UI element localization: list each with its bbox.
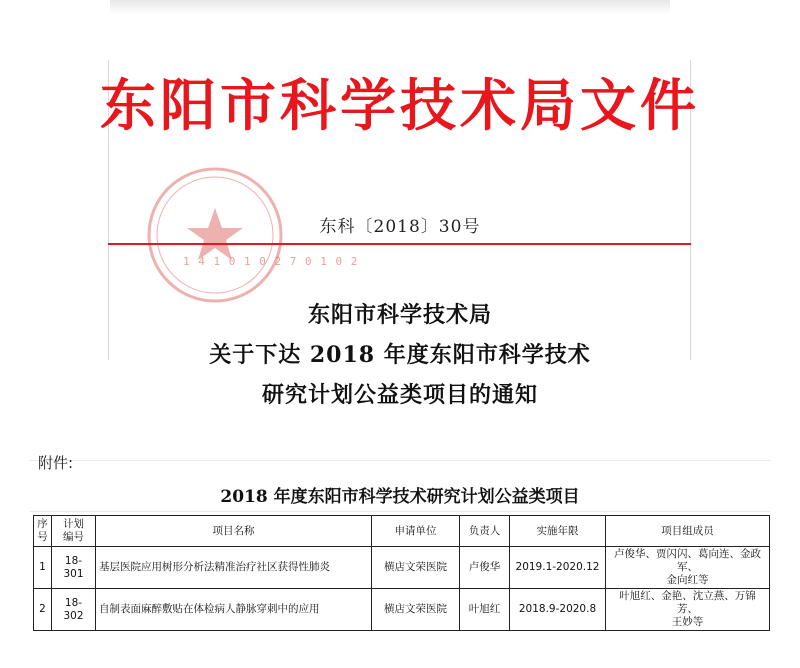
cell-members — [606, 589, 770, 631]
scan-bleed-through — [110, 0, 670, 14]
table-row — [34, 589, 770, 631]
header-unit: 申请单位 — [372, 516, 460, 547]
cell-seq: 2 — [34, 589, 52, 631]
table-header-row — [34, 516, 770, 547]
cell-members-line-2: 王妙等 — [671, 616, 704, 628]
notice-issuer: 东阳市科学技术局 — [307, 302, 492, 328]
document-header-title: 东阳市科学技术局文件 — [100, 74, 700, 139]
red-divider-line — [108, 243, 691, 245]
cell-members-line-1: 叶旭红、金艳、沈立燕、万锦芳、 — [619, 590, 756, 615]
notice-title-line-1: 关于下达 2018 年度东阳市科学技术 — [209, 342, 591, 368]
cell-unit: 横店文荣医院 — [372, 589, 460, 631]
cell-project-name: 基层医院应用树形分析法精准治疗社区获得性肺炎 — [96, 547, 372, 589]
header-period: 实施年限 — [510, 516, 606, 547]
cell-period: 2018.9-2020.8 — [510, 589, 606, 631]
cell-seq: 1 — [34, 547, 52, 589]
seal-number-text: 1 4 1 0 1 0 2 7 0 1 0 2 — [183, 255, 359, 268]
notice-title-line-2: 研究计划公益类项目的通知 — [261, 382, 538, 408]
cell-members — [606, 547, 770, 589]
attachment-table-title: 2018 年度东阳市科学技术研究计划公益类项目 — [220, 487, 580, 507]
cell-period: 2019.1-2020.12 — [510, 547, 606, 589]
header-plan-line-1: 计划 — [63, 518, 84, 530]
cell-leader: 卢俊华 — [460, 547, 510, 589]
header-seq-line-2: 号 — [37, 531, 48, 543]
cell-members-line-1: 卢俊华、贾闪闪、葛向连、金政军、 — [614, 548, 761, 573]
cell-unit: 横店文荣医院 — [372, 547, 460, 589]
header-project-name: 项目名称 — [96, 516, 372, 547]
table-row — [34, 547, 770, 589]
header-seq — [34, 516, 52, 547]
document-number: 东科〔2018〕30号 — [319, 217, 481, 237]
cell-leader: 叶旭红 — [460, 589, 510, 631]
header-plan-line-2: 编号 — [63, 531, 84, 543]
cell-plan-no: 18-302 — [52, 589, 96, 631]
header-leader: 负责人 — [460, 516, 510, 547]
cell-members-line-2: 金向红等 — [666, 574, 709, 586]
header-members: 项目组成员 — [606, 516, 770, 547]
attachment-label: 附件: — [38, 454, 74, 472]
header-seq-line-1: 序 — [37, 518, 48, 530]
cell-plan-no: 18-301 — [52, 547, 96, 589]
header-plan-no — [52, 516, 96, 547]
projects-table — [33, 515, 770, 631]
cell-project-name: 自制表面麻醉敷贴在体检病人静脉穿刺中的应用 — [96, 589, 372, 631]
